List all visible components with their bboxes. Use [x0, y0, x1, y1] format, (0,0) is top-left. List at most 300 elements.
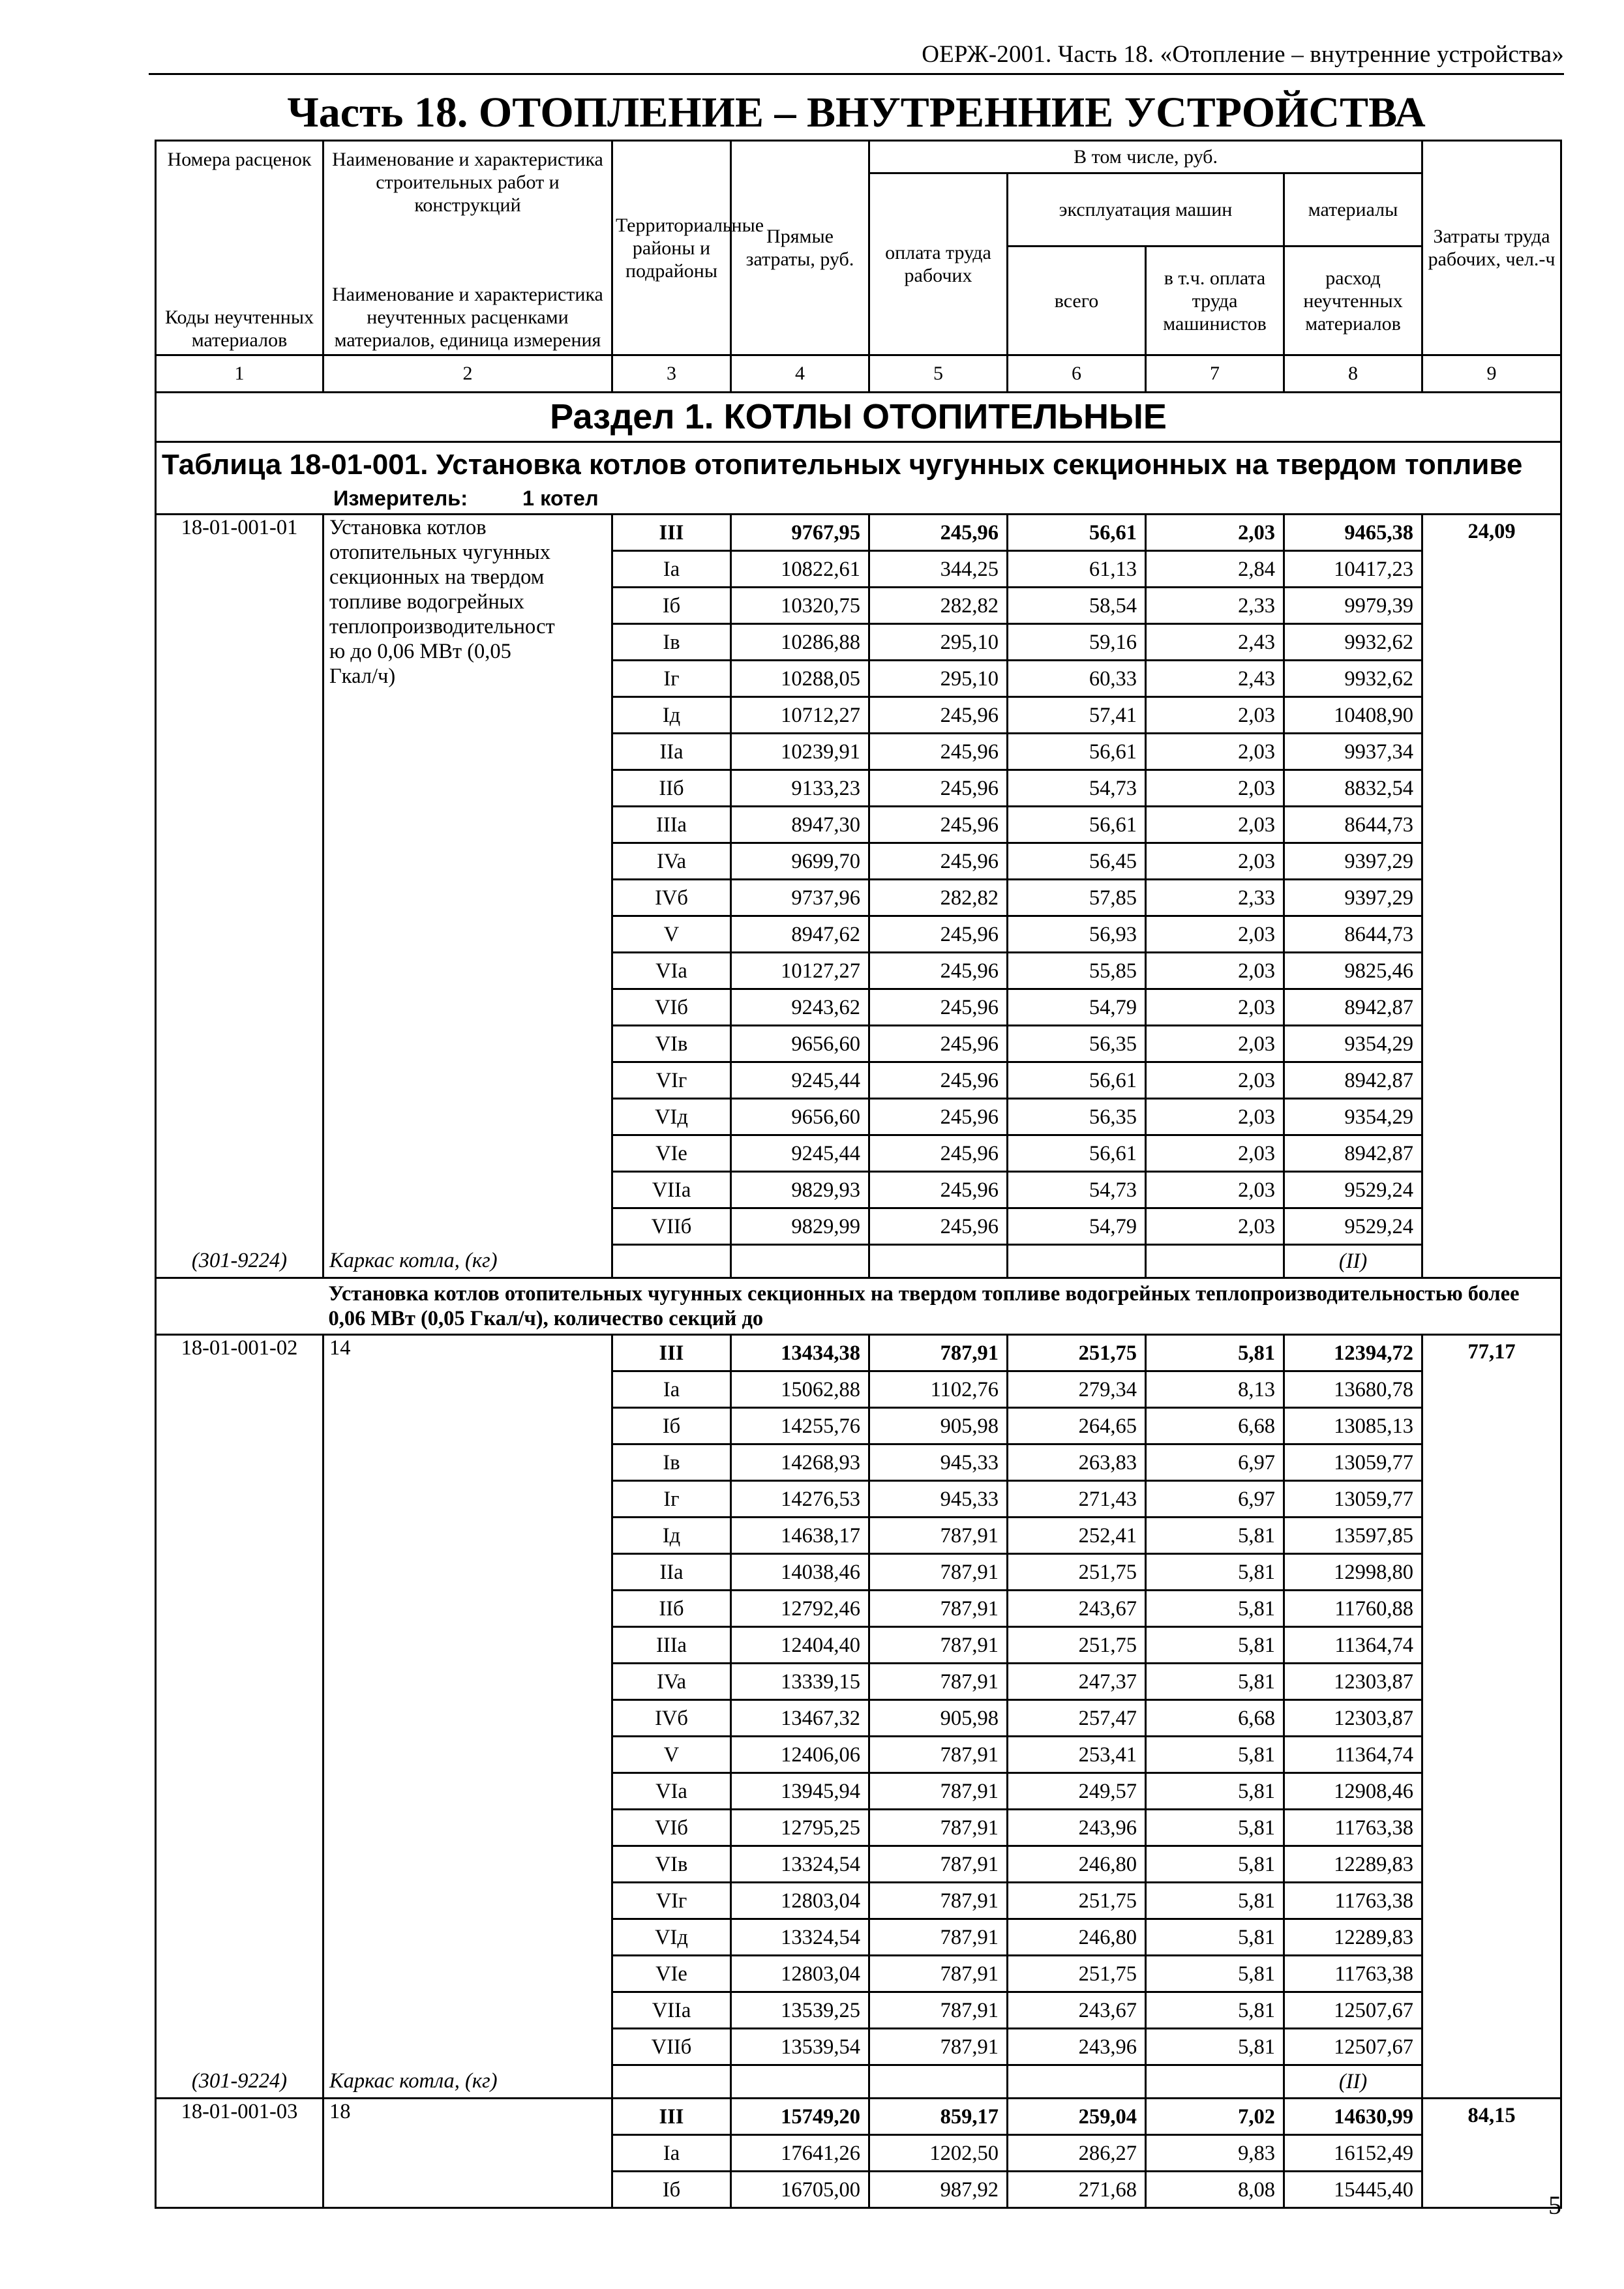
column-number: 3	[612, 355, 731, 393]
materials: 9825,46	[1284, 953, 1422, 989]
direct-costs: 14268,93	[731, 1444, 869, 1481]
machines-total: 271,68	[1008, 2172, 1146, 2208]
materials: 12289,83	[1284, 1846, 1422, 1883]
direct-costs: 12803,04	[731, 1883, 869, 1919]
subheading-text: Установка котлов отопительных чугунных секционных на твердом топливе водогрейных теплопроизводительностью более 0,06 МВт (0,05 Гкал/ч), количество секций до	[323, 1278, 1561, 1335]
operator-pay: 9,83	[1146, 2135, 1284, 2172]
header-materials: материалы	[1284, 173, 1422, 247]
worker-pay: 859,17	[869, 2099, 1008, 2135]
territory-region: Ia	[612, 1371, 731, 1408]
worker-pay: 295,10	[869, 661, 1008, 697]
direct-costs: 14038,46	[731, 1554, 869, 1591]
worker-pay: 787,91	[869, 1591, 1008, 1627]
materials: 15445,40	[1284, 2172, 1422, 2208]
territory-region: III	[612, 515, 731, 551]
territory-region: VIIa	[612, 1992, 731, 2029]
rate-code: 18-01-001-01	[156, 515, 323, 1245]
direct-costs: 13467,32	[731, 1700, 869, 1737]
operator-pay: 2,03	[1146, 1026, 1284, 1062]
direct-costs: 9133,23	[731, 770, 869, 807]
materials: 9397,29	[1284, 880, 1422, 916]
direct-costs: 12792,46	[731, 1591, 869, 1627]
worker-pay: 245,96	[869, 1062, 1008, 1099]
territory-region: VIд	[612, 1919, 731, 1956]
direct-costs: 8947,30	[731, 807, 869, 843]
operator-pay: 5,81	[1146, 1956, 1284, 1992]
machines-total: 54,79	[1008, 989, 1146, 1026]
table-row	[156, 515, 1561, 551]
table-title-cell	[156, 442, 1561, 515]
operator-pay: 2,43	[1146, 661, 1284, 697]
materials: 8832,54	[1284, 770, 1422, 807]
direct-costs: 13434,38	[731, 1335, 869, 1371]
worker-pay: 905,98	[869, 1408, 1008, 1444]
operator-pay: 5,81	[1146, 1664, 1284, 1700]
operator-pay: 2,03	[1146, 770, 1284, 807]
header-material-codes: Коды неучтенных материалов	[156, 247, 323, 355]
machines-total: 56,45	[1008, 843, 1146, 880]
header-machines: эксплуатация машин	[1008, 173, 1284, 247]
materials: 9354,29	[1284, 1099, 1422, 1135]
territory-region: VIe	[612, 1135, 731, 1172]
territory-region: IIa	[612, 734, 731, 770]
column-number: 5	[869, 355, 1008, 393]
measure-label: Измеритель:	[333, 486, 468, 510]
materials: 9354,29	[1284, 1026, 1422, 1062]
direct-costs: 10712,27	[731, 697, 869, 734]
machines-total: 246,80	[1008, 1846, 1146, 1883]
operator-pay: 5,81	[1146, 1883, 1284, 1919]
empty-cell	[731, 2065, 869, 2099]
machines-total: 56,61	[1008, 1062, 1146, 1099]
materials: 9397,29	[1284, 843, 1422, 880]
materials: 12507,67	[1284, 1992, 1422, 2029]
operator-pay: 5,81	[1146, 1992, 1284, 2029]
operator-pay: 6,97	[1146, 1481, 1284, 1518]
column-number: 7	[1146, 355, 1284, 393]
operator-pay: 2,33	[1146, 588, 1284, 624]
territory-region: IIб	[612, 1591, 731, 1627]
header-machines-total: всего	[1008, 247, 1146, 355]
materials: 11763,38	[1284, 1810, 1422, 1846]
worker-pay: 787,91	[869, 1883, 1008, 1919]
operator-pay: 2,33	[1146, 880, 1284, 916]
operator-pay: 5,81	[1146, 1846, 1284, 1883]
direct-costs: 13324,54	[731, 1919, 869, 1956]
operator-pay: 2,03	[1146, 1062, 1284, 1099]
direct-costs: 10286,88	[731, 624, 869, 661]
direct-costs: 9737,96	[731, 880, 869, 916]
machines-total: 58,54	[1008, 588, 1146, 624]
empty-cell	[731, 1245, 869, 1278]
machines-total: 56,61	[1008, 515, 1146, 551]
empty-cell	[869, 2065, 1008, 2099]
materials: 11763,38	[1284, 1956, 1422, 1992]
direct-costs: 13539,54	[731, 2029, 869, 2065]
territory-region: VIг	[612, 1062, 731, 1099]
worker-pay: 945,33	[869, 1444, 1008, 1481]
territory-region: III	[612, 2099, 731, 2135]
territory-region: VIг	[612, 1883, 731, 1919]
header-rate-number: Номера расценок	[156, 141, 323, 247]
material-row	[156, 2065, 1561, 2099]
header-worker-pay: оплата труда рабочих	[869, 173, 1008, 355]
column-number: 2	[323, 355, 612, 393]
territory-region: VIIб	[612, 1208, 731, 1245]
rates-table	[155, 140, 1562, 2209]
measure-line	[162, 483, 1555, 513]
operator-pay: 2,03	[1146, 1135, 1284, 1172]
territory-region: IIб	[612, 770, 731, 807]
territory-region: VIб	[612, 1810, 731, 1846]
material-name: Каркас котла, (кг)	[323, 2065, 612, 2099]
operator-pay: 2,43	[1146, 624, 1284, 661]
materials: 9979,39	[1284, 588, 1422, 624]
empty-cell	[612, 1245, 731, 1278]
direct-costs: 9829,93	[731, 1172, 869, 1208]
machines-total: 56,93	[1008, 916, 1146, 953]
direct-costs: 9245,44	[731, 1062, 869, 1099]
column-number: 1	[156, 355, 323, 393]
materials: 11760,88	[1284, 1591, 1422, 1627]
operator-pay: 8,08	[1146, 2172, 1284, 2208]
machines-total: 251,75	[1008, 1883, 1146, 1919]
worker-pay: 282,82	[869, 880, 1008, 916]
machines-total: 249,57	[1008, 1773, 1146, 1810]
material-code: (301-9224)	[156, 1245, 323, 1278]
worker-pay: 245,96	[869, 989, 1008, 1026]
work-description: Установка котлов отопительных чугунных секционных на твердом топливе водогрейных теплопроизводительност ю до 0,06 МВт (0,05 Гкал/ч)	[323, 515, 612, 1245]
operator-pay: 2,03	[1146, 843, 1284, 880]
machines-total: 264,65	[1008, 1408, 1146, 1444]
direct-costs: 10822,61	[731, 551, 869, 588]
operator-pay: 5,81	[1146, 1773, 1284, 1810]
direct-costs: 12406,06	[731, 1737, 869, 1773]
territory-region: VIIa	[612, 1172, 731, 1208]
territory-region: IVa	[612, 843, 731, 880]
worker-pay: 787,91	[869, 1992, 1008, 2029]
column-number: 8	[1284, 355, 1422, 393]
machines-total: 247,37	[1008, 1664, 1146, 1700]
worker-pay: 245,96	[869, 1099, 1008, 1135]
worker-pay: 787,91	[869, 1518, 1008, 1554]
territory-region: IVб	[612, 880, 731, 916]
page-number: 5	[1548, 2191, 1561, 2220]
operator-pay: 5,81	[1146, 1737, 1284, 1773]
operator-pay: 2,84	[1146, 551, 1284, 588]
empty-cell	[1146, 2065, 1284, 2099]
territory-region: Iг	[612, 661, 731, 697]
machines-total: 253,41	[1008, 1737, 1146, 1773]
direct-costs: 17641,26	[731, 2135, 869, 2172]
worker-pay: 787,91	[869, 1810, 1008, 1846]
measure-value: 1 котел	[522, 486, 599, 510]
operator-pay: 5,81	[1146, 1810, 1284, 1846]
direct-costs: 14276,53	[731, 1481, 869, 1518]
territory-region: VIд	[612, 1099, 731, 1135]
direct-costs: 8947,62	[731, 916, 869, 953]
operator-pay: 5,81	[1146, 1591, 1284, 1627]
running-header: ОЕРЖ-2001. Часть 18. «Отопление – внутренние устройства»	[922, 41, 1564, 68]
direct-costs: 9656,60	[731, 1026, 869, 1062]
materials: 13680,78	[1284, 1371, 1422, 1408]
worker-pay: 344,25	[869, 551, 1008, 588]
territory-region: VIa	[612, 953, 731, 989]
direct-costs: 13539,25	[731, 1992, 869, 2029]
materials: 11364,74	[1284, 1627, 1422, 1664]
materials: 8644,73	[1284, 807, 1422, 843]
materials: 11763,38	[1284, 1883, 1422, 1919]
operator-pay: 5,81	[1146, 1518, 1284, 1554]
worker-pay: 787,91	[869, 1919, 1008, 1956]
table-row	[156, 1335, 1561, 1371]
material-use: (II)	[1284, 1245, 1422, 1278]
direct-costs: 10288,05	[731, 661, 869, 697]
materials: 12303,87	[1284, 1700, 1422, 1737]
operator-pay: 6,68	[1146, 1700, 1284, 1737]
table-row	[156, 2099, 1561, 2135]
material-use: (II)	[1284, 2065, 1422, 2099]
machines-total: 251,75	[1008, 1956, 1146, 1992]
materials: 13085,13	[1284, 1408, 1422, 1444]
machines-total: 279,34	[1008, 1371, 1146, 1408]
materials: 11364,74	[1284, 1737, 1422, 1773]
worker-pay: 787,91	[869, 1956, 1008, 1992]
materials: 12289,83	[1284, 1919, 1422, 1956]
territory-region: Iд	[612, 697, 731, 734]
header-operator-pay: в т.ч. оплата труда машинистов	[1146, 247, 1284, 355]
worker-pay: 787,91	[869, 1773, 1008, 1810]
territory-region: VIe	[612, 1956, 731, 1992]
operator-pay: 2,03	[1146, 807, 1284, 843]
materials: 13597,85	[1284, 1518, 1422, 1554]
materials: 9529,24	[1284, 1208, 1422, 1245]
work-description: 18	[323, 2099, 612, 2208]
rate-code: 18-01-001-03	[156, 2099, 323, 2208]
direct-costs: 13339,15	[731, 1664, 869, 1700]
territory-region: Iб	[612, 2172, 731, 2208]
worker-pay: 245,96	[869, 697, 1008, 734]
machines-total: 54,73	[1008, 770, 1146, 807]
territory-region: Iб	[612, 588, 731, 624]
materials: 12998,80	[1284, 1554, 1422, 1591]
machines-total: 271,43	[1008, 1481, 1146, 1518]
materials: 9932,62	[1284, 624, 1422, 661]
subheading-row	[156, 1278, 1561, 1335]
operator-pay: 2,03	[1146, 515, 1284, 551]
machines-total: 243,96	[1008, 2029, 1146, 2065]
territory-region: IIa	[612, 1554, 731, 1591]
materials: 9932,62	[1284, 661, 1422, 697]
materials: 9529,24	[1284, 1172, 1422, 1208]
table-title: Таблица 18-01-001. Установка котлов отопительных чугунных секционных на твердом топливе	[162, 449, 1523, 481]
operator-pay: 2,03	[1146, 989, 1284, 1026]
direct-costs: 15749,20	[731, 2099, 869, 2135]
machines-total: 56,61	[1008, 734, 1146, 770]
material-row	[156, 1245, 1561, 1278]
worker-pay: 787,91	[869, 1335, 1008, 1371]
operator-pay: 2,03	[1146, 916, 1284, 953]
column-number: 4	[731, 355, 869, 393]
worker-pay: 787,91	[869, 1846, 1008, 1883]
column-number: 6	[1008, 355, 1146, 393]
machines-total: 57,85	[1008, 880, 1146, 916]
worker-pay: 987,92	[869, 2172, 1008, 2208]
worker-pay: 905,98	[869, 1700, 1008, 1737]
territory-region: IVa	[612, 1664, 731, 1700]
direct-costs: 9243,62	[731, 989, 869, 1026]
worker-pay: 245,96	[869, 843, 1008, 880]
worker-pay: 245,96	[869, 1026, 1008, 1062]
direct-costs: 9767,95	[731, 515, 869, 551]
column-number: 9	[1422, 355, 1561, 393]
materials: 8942,87	[1284, 989, 1422, 1026]
material-name: Каркас котла, (кг)	[323, 1245, 612, 1278]
direct-costs: 9245,44	[731, 1135, 869, 1172]
materials: 12303,87	[1284, 1664, 1422, 1700]
operator-pay: 2,03	[1146, 734, 1284, 770]
page-title: Часть 18. ОТОПЛЕНИЕ – ВНУТРЕННИЕ УСТРОЙСТВА	[287, 89, 1426, 136]
machines-total: 56,35	[1008, 1026, 1146, 1062]
territory-region: Ia	[612, 2135, 731, 2172]
materials: 8942,87	[1284, 1135, 1422, 1172]
operator-pay: 2,03	[1146, 1099, 1284, 1135]
rate-code: 18-01-001-02	[156, 1335, 323, 2065]
worker-pay: 282,82	[869, 588, 1008, 624]
operator-pay: 5,81	[1146, 1919, 1284, 1956]
machines-total: 60,33	[1008, 661, 1146, 697]
machines-total: 257,47	[1008, 1700, 1146, 1737]
machines-total: 259,04	[1008, 2099, 1146, 2135]
machines-total: 57,41	[1008, 697, 1146, 734]
worker-pay: 245,96	[869, 1135, 1008, 1172]
subheading-spacer	[156, 1278, 323, 1335]
section-title: Раздел 1. КОТЛЫ ОТОПИТЕЛЬНЫЕ	[156, 393, 1561, 442]
header-work-name: Наименование и характеристика строительных работ и конструкций	[323, 141, 612, 247]
operator-pay: 6,68	[1146, 1408, 1284, 1444]
direct-costs: 14638,17	[731, 1518, 869, 1554]
operator-pay: 5,81	[1146, 1627, 1284, 1664]
direct-costs: 12795,25	[731, 1810, 869, 1846]
territory-region: IVб	[612, 1700, 731, 1737]
operator-pay: 2,03	[1146, 953, 1284, 989]
machines-total: 286,27	[1008, 2135, 1146, 2172]
territory-region: IIIa	[612, 807, 731, 843]
worker-pay: 245,96	[869, 734, 1008, 770]
worker-pay: 1102,76	[869, 1371, 1008, 1408]
machines-total: 246,80	[1008, 1919, 1146, 1956]
material-code: (301-9224)	[156, 2065, 323, 2099]
machines-total: 54,79	[1008, 1208, 1146, 1245]
worker-pay: 787,91	[869, 1627, 1008, 1664]
territory-region: III	[612, 1335, 731, 1371]
operator-pay: 5,81	[1146, 2029, 1284, 2065]
machines-total: 56,61	[1008, 1135, 1146, 1172]
operator-pay: 8,13	[1146, 1371, 1284, 1408]
worker-pay: 245,96	[869, 770, 1008, 807]
worker-pay: 245,96	[869, 1208, 1008, 1245]
territory-region: Iб	[612, 1408, 731, 1444]
direct-costs: 16705,00	[731, 2172, 869, 2208]
territory-region: Iд	[612, 1518, 731, 1554]
territory-region: VIa	[612, 1773, 731, 1810]
empty-cell	[1008, 1245, 1146, 1278]
empty-cell	[869, 1245, 1008, 1278]
worker-pay: 245,96	[869, 515, 1008, 551]
machines-total: 56,35	[1008, 1099, 1146, 1135]
worker-pay: 245,96	[869, 916, 1008, 953]
territory-region: VIIб	[612, 2029, 731, 2065]
work-description: 14	[323, 1335, 612, 2065]
header-including: В том числе, руб.	[869, 141, 1422, 173]
direct-costs: 14255,76	[731, 1408, 869, 1444]
header-direct-costs: Прямые затраты, руб.	[731, 141, 869, 355]
machines-total: 243,67	[1008, 1992, 1146, 2029]
header-rule	[149, 73, 1564, 75]
worker-pay: 245,96	[869, 807, 1008, 843]
header-material-names: Наименование и характеристика неучтенных расценками материалов, единица измерения	[323, 247, 612, 355]
operator-pay: 6,97	[1146, 1444, 1284, 1481]
machines-total: 55,85	[1008, 953, 1146, 989]
territory-region: Iв	[612, 624, 731, 661]
territory-region: IIIa	[612, 1627, 731, 1664]
territory-region: VIб	[612, 989, 731, 1026]
materials: 14630,99	[1284, 2099, 1422, 2135]
direct-costs: 12803,04	[731, 1956, 869, 1992]
worker-pay: 245,96	[869, 1172, 1008, 1208]
header-material-use: расход неучтенных материалов	[1284, 247, 1422, 355]
operator-pay: 2,03	[1146, 1172, 1284, 1208]
direct-costs: 15062,88	[731, 1371, 869, 1408]
territory-region: VIв	[612, 1026, 731, 1062]
direct-costs: 13324,54	[731, 1846, 869, 1883]
labor-costs: 84,15	[1422, 2099, 1561, 2208]
machines-total: 251,75	[1008, 1627, 1146, 1664]
materials: 13059,77	[1284, 1481, 1422, 1518]
machines-total: 251,75	[1008, 1554, 1146, 1591]
empty-cell	[1008, 2065, 1146, 2099]
machines-total: 56,61	[1008, 807, 1146, 843]
materials: 10408,90	[1284, 697, 1422, 734]
territory-region: Ia	[612, 551, 731, 588]
worker-pay: 945,33	[869, 1481, 1008, 1518]
materials: 12908,46	[1284, 1773, 1422, 1810]
materials: 9465,38	[1284, 515, 1422, 551]
direct-costs: 10127,27	[731, 953, 869, 989]
materials: 9937,34	[1284, 734, 1422, 770]
worker-pay: 295,10	[869, 624, 1008, 661]
materials: 13059,77	[1284, 1444, 1422, 1481]
empty-cell	[1146, 1245, 1284, 1278]
materials: 8644,73	[1284, 916, 1422, 953]
header-labor-costs: Затраты труда рабочих, чел.-ч	[1422, 141, 1561, 355]
machines-total: 59,16	[1008, 624, 1146, 661]
direct-costs: 9656,60	[731, 1099, 869, 1135]
machines-total: 243,67	[1008, 1591, 1146, 1627]
worker-pay: 787,91	[869, 2029, 1008, 2065]
machines-total: 61,13	[1008, 551, 1146, 588]
direct-costs: 12404,40	[731, 1627, 869, 1664]
operator-pay: 2,03	[1146, 697, 1284, 734]
materials: 8942,87	[1284, 1062, 1422, 1099]
machines-total: 263,83	[1008, 1444, 1146, 1481]
header-territory: Территориальные районы и подрайоны	[612, 141, 731, 355]
direct-costs: 10239,91	[731, 734, 869, 770]
operator-pay: 5,81	[1146, 1554, 1284, 1591]
territory-region: Iг	[612, 1481, 731, 1518]
labor-costs: 77,17	[1422, 1335, 1561, 2099]
worker-pay: 787,91	[869, 1554, 1008, 1591]
